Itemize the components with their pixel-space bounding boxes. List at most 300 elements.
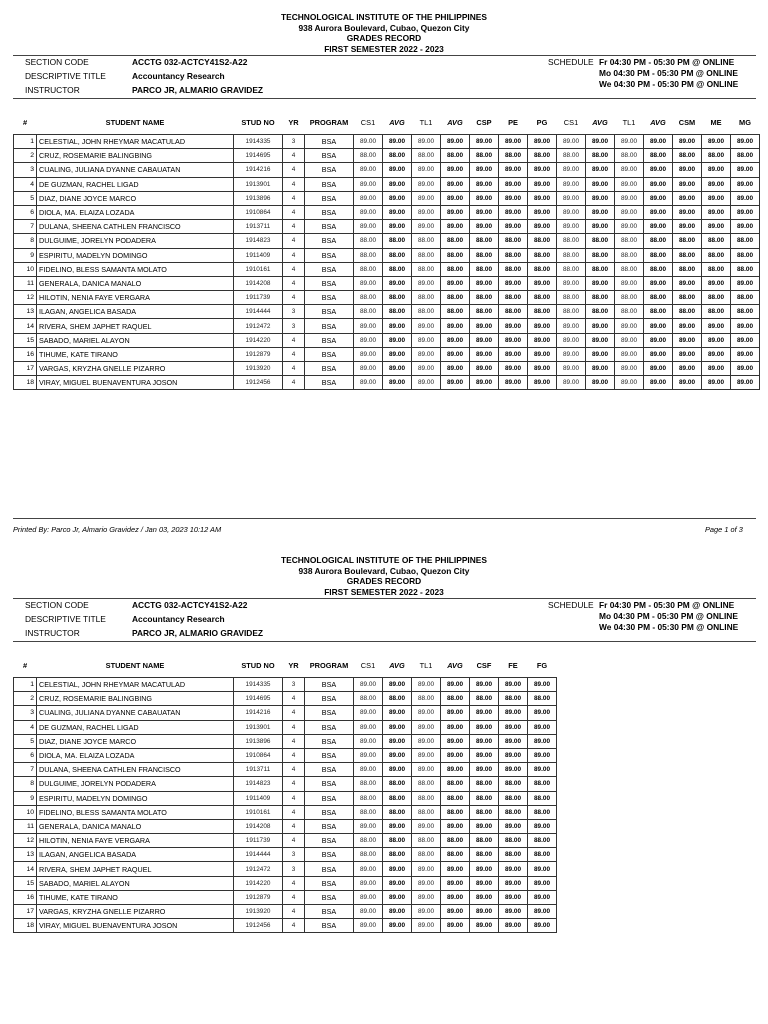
year-level: 4 [283, 149, 305, 163]
grade-cell: 88.00 [412, 234, 441, 248]
col-header: YR [288, 661, 299, 670]
student-number: 1911739 [234, 834, 283, 848]
table-header-row [14, 659, 557, 672]
grade-cell: 89.00 [528, 819, 557, 833]
grade-cell: 89.00 [441, 191, 470, 205]
grades-table-body-page-1 [14, 135, 760, 390]
grade-cell: 88.00 [557, 234, 586, 248]
table-row [14, 276, 760, 290]
table-row [14, 862, 557, 876]
year-level: 4 [283, 905, 305, 919]
table-row [14, 149, 760, 163]
year-level: 4 [283, 205, 305, 219]
student-number: 1913711 [234, 763, 283, 777]
grade-cell: 89.00 [615, 319, 644, 333]
record-title: GRADES RECORD [346, 33, 422, 44]
table-row [14, 678, 557, 692]
program: BSA [305, 834, 354, 848]
grade-cell: 89.00 [528, 748, 557, 762]
table-row [14, 876, 557, 890]
program: BSA [305, 376, 354, 390]
grade-cell: 89.00 [441, 205, 470, 219]
student-number: 1914208 [234, 819, 283, 833]
semester: FIRST SEMESTER 2022 - 2023 [324, 586, 444, 597]
grade-cell: 88.00 [441, 848, 470, 862]
grade-cell: 89.00 [412, 220, 441, 234]
institution-address: 938 Aurora Boulevard, Cubao, Quezon City [298, 565, 470, 576]
grade-cell: 88.00 [586, 305, 615, 319]
program: BSA [305, 149, 354, 163]
grade-cell: 89.00 [731, 205, 760, 219]
row-number: 15 [14, 333, 37, 347]
student-name: DE GUZMAN, RACHEL LIGAD [37, 720, 234, 734]
grade-cell: 89.00 [383, 876, 412, 890]
grade-cell: 89.00 [470, 748, 499, 762]
table-row [14, 805, 557, 819]
grade-cell: 89.00 [499, 876, 528, 890]
grade-cell: 89.00 [615, 135, 644, 149]
row-number: 1 [14, 678, 37, 692]
grade-cell: 89.00 [528, 862, 557, 876]
year-level: 4 [283, 819, 305, 833]
student-name: DE GUZMAN, RACHEL LIGAD [37, 177, 234, 191]
grade-cell: 89.00 [586, 205, 615, 219]
grade-cell: 88.00 [586, 248, 615, 262]
grade-cell: 89.00 [470, 276, 499, 290]
grade-cell: 89.00 [441, 763, 470, 777]
table-row [14, 248, 760, 262]
program: BSA [305, 706, 354, 720]
grade-cell: 88.00 [499, 777, 528, 791]
grade-cell: 89.00 [499, 276, 528, 290]
grade-cell: 88.00 [499, 305, 528, 319]
grade-cell: 89.00 [383, 720, 412, 734]
grade-cell: 89.00 [673, 347, 702, 361]
row-number: 12 [14, 834, 37, 848]
grade-cell: 89.00 [354, 347, 383, 361]
grade-cell: 88.00 [470, 149, 499, 163]
table-row [14, 734, 557, 748]
student-number: 1912879 [234, 890, 283, 904]
row-number: 6 [14, 205, 37, 219]
grade-cell: 89.00 [644, 163, 673, 177]
grade-cell: 88.00 [412, 791, 441, 805]
student-name: SABADO, MARIEL ALAYON [37, 333, 234, 347]
student-name: VARGAS, KRYZHA GNELLE PIZARRO [37, 362, 234, 376]
grade-cell: 89.00 [354, 720, 383, 734]
grade-cell: 88.00 [412, 848, 441, 862]
grade-cell: 89.00 [702, 319, 731, 333]
row-number: 16 [14, 890, 37, 904]
table-row [14, 376, 760, 390]
grade-cell: 88.00 [644, 248, 673, 262]
year-level: 4 [283, 720, 305, 734]
grade-cell: 89.00 [499, 163, 528, 177]
grade-cell: 88.00 [412, 291, 441, 305]
grade-cell: 88.00 [470, 777, 499, 791]
program: BSA [305, 191, 354, 205]
grade-cell: 89.00 [354, 177, 383, 191]
grade-cell: 88.00 [499, 805, 528, 819]
year-level: 4 [283, 706, 305, 720]
year-level: 4 [283, 276, 305, 290]
grade-cell: 88.00 [528, 149, 557, 163]
grade-cell: 88.00 [528, 234, 557, 248]
grade-cell: 89.00 [470, 706, 499, 720]
grade-cell: 89.00 [615, 220, 644, 234]
table-row [14, 748, 557, 762]
table-row [14, 919, 557, 933]
grade-cell: 88.00 [702, 149, 731, 163]
grade-cell: 88.00 [528, 791, 557, 805]
page-2 [0, 543, 768, 931]
grade-cell: 88.00 [528, 305, 557, 319]
year-level: 4 [283, 347, 305, 361]
grade-cell: 89.00 [615, 333, 644, 347]
grade-cell: 89.00 [441, 720, 470, 734]
schedule-line: We 04:30 PM - 05:30 PM @ ONLINE [599, 79, 739, 89]
grade-cell: 88.00 [412, 777, 441, 791]
table-row [14, 163, 760, 177]
student-number: 1910161 [234, 805, 283, 819]
grade-cell: 88.00 [470, 834, 499, 848]
grade-cell: 89.00 [528, 205, 557, 219]
student-name: DULGUIME, JORELYN PODADERA [37, 234, 234, 248]
meta-rule [13, 98, 756, 99]
section-code-label: SECTION CODE [25, 57, 89, 67]
student-name: DIAZ, DIANE JOYCE MARCO [37, 191, 234, 205]
grade-cell: 88.00 [499, 848, 528, 862]
grade-cell: 89.00 [615, 163, 644, 177]
program: BSA [305, 220, 354, 234]
grade-cell: 89.00 [499, 905, 528, 919]
student-name: RIVERA, SHEM JAPHET RAQUEL [37, 319, 234, 333]
program: BSA [305, 862, 354, 876]
grade-cell: 88.00 [586, 149, 615, 163]
grade-cell: 88.00 [702, 291, 731, 305]
grade-cell: 89.00 [557, 362, 586, 376]
grade-cell: 88.00 [586, 234, 615, 248]
grade-cell: 89.00 [412, 163, 441, 177]
program: BSA [305, 692, 354, 706]
student-number: 1914335 [234, 678, 283, 692]
year-level: 4 [283, 692, 305, 706]
grade-cell: 89.00 [412, 763, 441, 777]
student-number: 1913901 [234, 720, 283, 734]
grade-cell: 89.00 [354, 678, 383, 692]
grade-cell: 88.00 [644, 234, 673, 248]
year-level: 4 [283, 805, 305, 819]
col-header: STUD NO [241, 118, 275, 127]
table-row [14, 220, 760, 234]
section-code: ACCTG 032-ACTCY41S2-A22 [132, 600, 248, 610]
student-name: GENERALA, DANICA MANALO [37, 276, 234, 290]
grade-cell: 88.00 [673, 234, 702, 248]
grade-cell: 88.00 [470, 692, 499, 706]
page-number: Page 1 of 3 [705, 525, 743, 534]
grade-cell: 89.00 [528, 163, 557, 177]
col-header: CSF [476, 661, 492, 670]
grade-cell: 89.00 [528, 376, 557, 390]
grade-cell: 88.00 [383, 805, 412, 819]
col-header: # [22, 661, 28, 670]
grade-cell: 89.00 [354, 919, 383, 933]
grade-cell: 89.00 [470, 205, 499, 219]
grade-cell: 89.00 [586, 276, 615, 290]
grade-cell: 88.00 [383, 848, 412, 862]
program: BSA [305, 678, 354, 692]
grade-cell: 89.00 [354, 205, 383, 219]
year-level: 4 [283, 291, 305, 305]
table-row [14, 834, 557, 848]
row-number: 17 [14, 362, 37, 376]
grade-cell: 89.00 [528, 135, 557, 149]
grade-cell: 88.00 [412, 149, 441, 163]
row-number: 10 [14, 262, 37, 276]
row-number: 6 [14, 748, 37, 762]
student-name: SABADO, MARIEL ALAYON [37, 876, 234, 890]
table-row [14, 720, 557, 734]
student-name: FIDELINO, BLESS SAMANTA MOLATO [37, 262, 234, 276]
row-number: 11 [14, 819, 37, 833]
student-name: HILOTIN, NENIA FAYE VERGARA [37, 834, 234, 848]
grade-cell: 89.00 [383, 333, 412, 347]
row-number: 2 [14, 692, 37, 706]
row-number: 9 [14, 791, 37, 805]
grade-cell: 88.00 [441, 149, 470, 163]
schedule-line: Fr 04:30 PM - 05:30 PM @ ONLINE [599, 600, 735, 610]
grade-cell: 89.00 [441, 876, 470, 890]
institution-name: TECHNOLOGICAL INSTITUTE OF THE PHILIPPINES [281, 555, 487, 565]
grade-cell: 88.00 [354, 149, 383, 163]
grade-cell: 89.00 [383, 905, 412, 919]
grade-cell: 89.00 [499, 191, 528, 205]
grade-cell: 89.00 [586, 362, 615, 376]
grade-cell: 88.00 [731, 248, 760, 262]
grade-cell: 88.00 [673, 262, 702, 276]
student-number: 1911739 [234, 291, 283, 305]
descriptive-title-label: DESCRIPTIVE TITLE [25, 71, 106, 81]
grade-cell: 89.00 [383, 919, 412, 933]
grade-cell: 89.00 [412, 706, 441, 720]
year-level: 3 [283, 319, 305, 333]
student-number: 1914823 [234, 777, 283, 791]
grade-cell: 89.00 [557, 376, 586, 390]
program: BSA [305, 163, 354, 177]
grade-cell: 89.00 [383, 362, 412, 376]
institution-name: TECHNOLOGICAL INSTITUTE OF THE PHILIPPINES [281, 12, 487, 22]
grade-cell: 89.00 [702, 220, 731, 234]
row-number: 2 [14, 149, 37, 163]
semester: FIRST SEMESTER 2022 - 2023 [324, 43, 444, 54]
grade-cell: 89.00 [644, 220, 673, 234]
grade-cell: 89.00 [499, 819, 528, 833]
col-header: AVG [389, 661, 405, 670]
col-header: FE [508, 661, 518, 670]
grade-cell: 89.00 [470, 734, 499, 748]
year-level: 4 [283, 163, 305, 177]
grade-cell: 88.00 [673, 291, 702, 305]
grades-table-page-2 [13, 659, 557, 933]
grade-cell: 88.00 [354, 291, 383, 305]
grade-cell: 89.00 [412, 191, 441, 205]
student-name: RIVERA, SHEM JAPHET RAQUEL [37, 862, 234, 876]
grade-cell: 89.00 [702, 347, 731, 361]
year-level: 4 [283, 234, 305, 248]
grade-cell: 88.00 [528, 692, 557, 706]
grade-cell: 88.00 [412, 248, 441, 262]
row-number: 13 [14, 305, 37, 319]
year-level: 3 [283, 305, 305, 319]
grade-cell: 89.00 [383, 706, 412, 720]
row-number: 10 [14, 805, 37, 819]
grade-cell: 88.00 [586, 262, 615, 276]
grade-cell: 88.00 [470, 805, 499, 819]
grade-cell: 89.00 [470, 919, 499, 933]
col-header: AVG [389, 118, 405, 127]
table-row [14, 791, 557, 805]
grade-cell: 89.00 [354, 748, 383, 762]
grade-cell: 89.00 [412, 347, 441, 361]
grade-cell: 88.00 [383, 291, 412, 305]
grade-cell: 89.00 [673, 205, 702, 219]
grade-cell: 89.00 [673, 319, 702, 333]
grade-cell: 88.00 [731, 149, 760, 163]
grade-cell: 89.00 [731, 347, 760, 361]
program: BSA [305, 177, 354, 191]
grade-cell: 88.00 [528, 291, 557, 305]
student-name: VIRAY, MIGUEL BUENAVENTURA JOSON [37, 376, 234, 390]
student-name: DULGUIME, JORELYN PODADERA [37, 777, 234, 791]
grade-cell: 89.00 [528, 905, 557, 919]
grade-cell: 89.00 [528, 319, 557, 333]
grade-cell: 89.00 [731, 220, 760, 234]
grade-cell: 89.00 [470, 890, 499, 904]
row-number: 4 [14, 720, 37, 734]
student-number: 1914208 [234, 276, 283, 290]
grade-cell: 89.00 [644, 191, 673, 205]
col-header: CS1 [360, 661, 376, 670]
table-row [14, 191, 760, 205]
student-number: 1912456 [234, 919, 283, 933]
descriptive-title: Accountancy Research [132, 614, 225, 624]
grade-cell: 89.00 [731, 276, 760, 290]
grade-cell: 89.00 [615, 376, 644, 390]
grade-cell: 88.00 [557, 248, 586, 262]
student-name: CRUZ, ROSEMARIE BALINGBING [37, 149, 234, 163]
grade-cell: 88.00 [528, 262, 557, 276]
grade-cell: 89.00 [702, 276, 731, 290]
grade-cell: 89.00 [412, 748, 441, 762]
grade-cell: 88.00 [557, 262, 586, 276]
row-number: 15 [14, 876, 37, 890]
table-row [14, 205, 760, 219]
grade-cell: 89.00 [702, 163, 731, 177]
grade-cell: 89.00 [528, 876, 557, 890]
program: BSA [305, 777, 354, 791]
grade-cell: 88.00 [702, 234, 731, 248]
grade-cell: 88.00 [441, 791, 470, 805]
table-row [14, 333, 760, 347]
grade-cell: 88.00 [499, 234, 528, 248]
year-level: 4 [283, 777, 305, 791]
grade-cell: 89.00 [499, 362, 528, 376]
grade-cell: 89.00 [470, 376, 499, 390]
grade-cell: 88.00 [702, 248, 731, 262]
grade-cell: 89.00 [499, 333, 528, 347]
grade-cell: 89.00 [354, 376, 383, 390]
grade-cell: 89.00 [383, 376, 412, 390]
grade-cell: 88.00 [499, 791, 528, 805]
grade-cell: 88.00 [528, 805, 557, 819]
program: BSA [305, 848, 354, 862]
year-level: 3 [283, 678, 305, 692]
table-row [14, 177, 760, 191]
student-number: 1912472 [234, 319, 283, 333]
grade-cell: 89.00 [731, 135, 760, 149]
instructor-name: PARCO JR, ALMARIO GRAVIDEZ [132, 628, 264, 638]
grade-cell: 88.00 [673, 149, 702, 163]
grade-cell: 89.00 [528, 220, 557, 234]
grade-cell: 88.00 [354, 777, 383, 791]
row-number: 12 [14, 291, 37, 305]
grade-cell: 89.00 [499, 220, 528, 234]
col-header: PE [508, 118, 518, 127]
grade-cell: 89.00 [557, 163, 586, 177]
grade-cell: 88.00 [412, 834, 441, 848]
grade-cell: 89.00 [615, 177, 644, 191]
grade-cell: 89.00 [644, 376, 673, 390]
grade-cell: 89.00 [470, 135, 499, 149]
table-row [14, 135, 760, 149]
grade-cell: 89.00 [470, 720, 499, 734]
schedule-line: Mo 04:30 PM - 05:30 PM @ ONLINE [599, 611, 738, 621]
row-number: 1 [14, 135, 37, 149]
grade-cell: 88.00 [499, 834, 528, 848]
program: BSA [305, 262, 354, 276]
grade-cell: 89.00 [673, 376, 702, 390]
grade-cell: 89.00 [354, 876, 383, 890]
row-number: 4 [14, 177, 37, 191]
program: BSA [305, 819, 354, 833]
grade-cell: 88.00 [673, 248, 702, 262]
grade-cell: 89.00 [528, 706, 557, 720]
grade-cell: 89.00 [586, 376, 615, 390]
grade-cell: 89.00 [441, 819, 470, 833]
grade-cell: 89.00 [470, 763, 499, 777]
student-name: CUALING, JULIANA DYANNE CABAUATAN [37, 706, 234, 720]
grade-cell: 89.00 [383, 177, 412, 191]
grade-cell: 88.00 [354, 262, 383, 276]
schedule-line: Fr 04:30 PM - 05:30 PM @ ONLINE [599, 57, 735, 67]
student-number: 1914444 [234, 305, 283, 319]
table-header-row [14, 116, 760, 129]
student-number: 1914444 [234, 848, 283, 862]
grade-cell: 89.00 [731, 333, 760, 347]
grade-cell: 88.00 [354, 305, 383, 319]
program: BSA [305, 890, 354, 904]
table-row [14, 692, 557, 706]
grade-cell: 89.00 [441, 362, 470, 376]
col-header: PROGRAM [309, 118, 349, 127]
grade-cell: 89.00 [644, 276, 673, 290]
grade-cell: 89.00 [557, 319, 586, 333]
grade-cell: 89.00 [354, 890, 383, 904]
grade-cell: 89.00 [702, 177, 731, 191]
grade-cell: 89.00 [499, 678, 528, 692]
grade-cell: 88.00 [412, 805, 441, 819]
grade-cell: 89.00 [412, 819, 441, 833]
